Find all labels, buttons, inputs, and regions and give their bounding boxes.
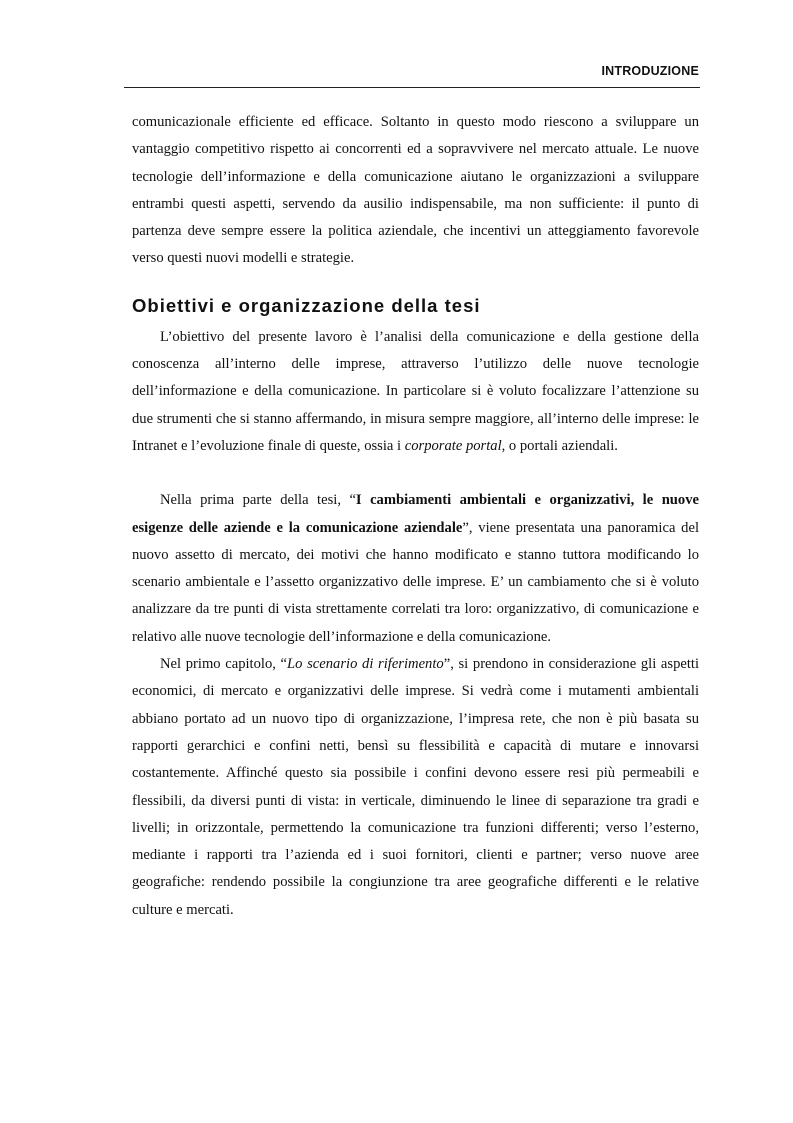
first-part-bold-title: I cambiamenti ambientali e organizzativi, le nuove esigenze delle aziende e la comunicazione aziendale [132, 492, 699, 536]
objective-paragraph [132, 324, 699, 460]
objective-text: L’obiettivo del presente lavoro è l’analisi della comunicazione e della gestione della conoscenza all’interno delle imprese, attraverso l’utilizzo delle nuove tecnologie dell’informazione e della comunicazione. In particolare si è voluto focalizzare l’attenzione su due strumenti che si stanno affermando, in misura sempre maggiore, all’interno delle imprese: le Intranet e l’evoluzione finale di queste, ossia i [132, 328, 699, 454]
intro-paragraph: comunicazionale efficiente ed efficace. Soltanto in questo modo riescono a sviluppare un vantaggio competitivo rispetto ai concorrenti ed a sopravvivere nel mercato attuale. Le nuove tecnologie dell’informazione e della comunicazione aiutano le organizzazioni a sviluppare entrambi questi aspetti, servendo da ausilio indispensabile, ma non sufficiente: il punto di partenza deve sempre essere la politica aziendale, che incentivi un atteggiamento favorevole verso questi nuovi modelli e strategie. [132, 114, 699, 267]
section-heading: Obiettivi e organizzazione della tesi [132, 294, 481, 316]
first-part-end: ”, viene presentata una panoramica del nuovo assetto di mercato, dei motivi che hanno modificato e stanno tuttora modificando lo scenario ambientale e l’assetto organizzativo delle imprese. E’ un cambiamento che si è voluto analizzare da tre punti di vista strettamente correlati tra loro: organizzativo, di comunicazione e relativo alle nuove tecnologie dell’informazione e della comunicazione. [132, 519, 699, 645]
page-body [132, 109, 699, 924]
first-chapter-start: Nel primo capitolo, “ [160, 656, 288, 673]
first-chapter-end: ”, si prendono in considerazione gli aspetti economici, di mercato e organizzativi delle imprese. Si vedrà come i mutamenti ambientali abbiano portato ad un nuovo tipo di organizzazione, l’impresa rete, che non è più basata su rapporti gerarchici e confini netti, bensì su flessibilità e capacità di mutare e innovarsi costantemente. Affinché questo sia possibile i confini devono essere resi più permeabili e flessibili, da diversi punti di vista: in verticale, diminuendo le linee di separazione tra gradi e livelli; in orizzontale, permettendo la comunicazione tra funzioni differenti; verso l’esterno, mediante i rapporti tra l’azienda ed i suoi fornitori, clienti e partner; verso nuove aree geografiche: rendendo possibile la congiunzione tra aree geografiche differenti e le relative culture e mercati. [132, 656, 700, 918]
first-chapter-italic-title: Lo scenario di riferimento [287, 656, 444, 673]
paragraph-gap [132, 460, 699, 487]
objective-end: , o portali aziendali. [501, 437, 618, 454]
first-part-paragraph [132, 487, 699, 651]
running-header: INTRODUZIONE [601, 64, 699, 78]
objective-italic-term: corporate portal [404, 437, 502, 454]
header-rule [124, 87, 700, 88]
first-chapter-paragraph [132, 651, 699, 924]
first-part-start: Nella prima parte della tesi, “ [160, 492, 356, 509]
